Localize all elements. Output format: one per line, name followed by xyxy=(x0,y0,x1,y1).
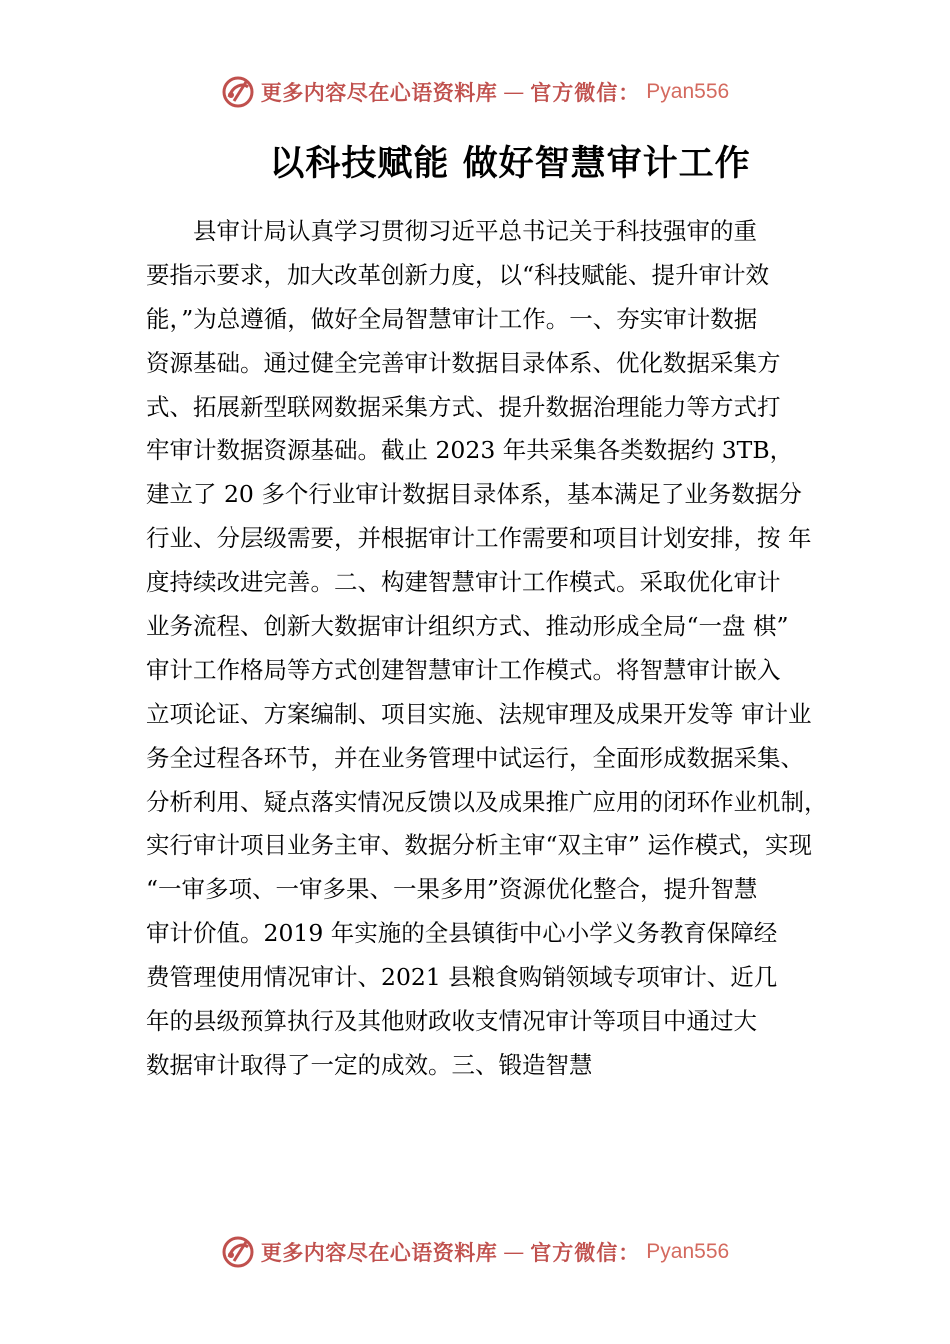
body-line: 业务流程、创新大数据审计组织方式、推动形成全局“一盘 棋” xyxy=(146,612,789,641)
brush-swirl-logo-icon xyxy=(221,1235,255,1269)
banner-text: 更多内容尽在心语资料库 xyxy=(260,80,498,105)
banner-wechat-label: 官方微信： xyxy=(530,80,641,105)
body-line: 分析利用、疑点落实情况反馈以及成果推广应用的闭环作业机制， xyxy=(146,787,828,816)
body-line: 度持续改进完善。二、构建智慧审计工作模式。采取优化审计 xyxy=(146,568,781,597)
body-line: 牢审计数据资源基础。截止 2023 年共采集各类数据约 3TB， xyxy=(146,436,794,465)
body-line: 式、拓展新型联网数据采集方式、提升数据治理能力等方式打 xyxy=(146,392,781,421)
body-line: 立项论证、方案编制、项目实施、法规审理及成果开发等 审计业 xyxy=(146,699,812,728)
banner-wechat-id: Pyan556 xyxy=(646,80,730,103)
body-line: 审计工作格局等方式创建智慧审计工作模式。将智慧审计嵌入 xyxy=(146,655,781,684)
banner-text: 更多内容尽在心语资料库 xyxy=(260,1240,498,1265)
body-line: 数据审计取得了一定的成效。三、锻造智慧 xyxy=(146,1050,593,1079)
body-line: 费管理使用情况审计、2021 县粮食购销领域专项审计、近几 xyxy=(146,963,778,992)
body-line: 资源基础。通过健全完善审计数据目录体系、优化数据采集方 xyxy=(146,348,781,377)
header-watermark-banner xyxy=(0,70,950,114)
body-line: 要指示要求，加大改革创新力度，以“科技赋能、提升审计效 xyxy=(146,260,770,289)
banner-separator: — xyxy=(503,80,525,104)
document-title: 以科技赋能 做好智慧审计工作 xyxy=(269,144,751,184)
body-paragraph xyxy=(146,210,828,1088)
footer-watermark-banner xyxy=(0,1230,950,1274)
banner-separator: — xyxy=(503,1240,525,1264)
banner-wechat-id: Pyan556 xyxy=(646,1240,730,1263)
body-line: 务全过程各环节，并在业务管理中试运行，全面形成数据采集、 xyxy=(146,743,804,772)
body-line: 行业、分层级需要，并根据审计工作需要和项目计划安排，按 年 xyxy=(146,524,812,553)
body-line: 建立了 20 多个行业审计数据目录体系，基本满足了业务数据分 xyxy=(146,480,802,509)
body-line: 能，”为总遵循，做好全局智慧审计工作。一、夯实审计数据 xyxy=(146,304,758,333)
body-line: 审计价值。2019 年实施的全县镇街中心小学义务教育保障经 xyxy=(146,919,778,948)
banner-wechat-label: 官方微信： xyxy=(530,1240,641,1265)
body-line: “一审多项、一审多果、一果多用”资源优化整合，提升智慧 xyxy=(146,875,758,904)
body-line: 县审计局认真学习贯彻习近平总书记关于科技强审的重 xyxy=(146,217,757,245)
body-line: 实行审计项目业务主审、数据分析主审“双主审” 运作模式，实现 xyxy=(146,831,812,860)
body-line: 年的县级预算执行及其他财政收支情况审计等项目中通过大 xyxy=(146,1007,757,1036)
brush-swirl-logo-icon xyxy=(221,75,255,109)
